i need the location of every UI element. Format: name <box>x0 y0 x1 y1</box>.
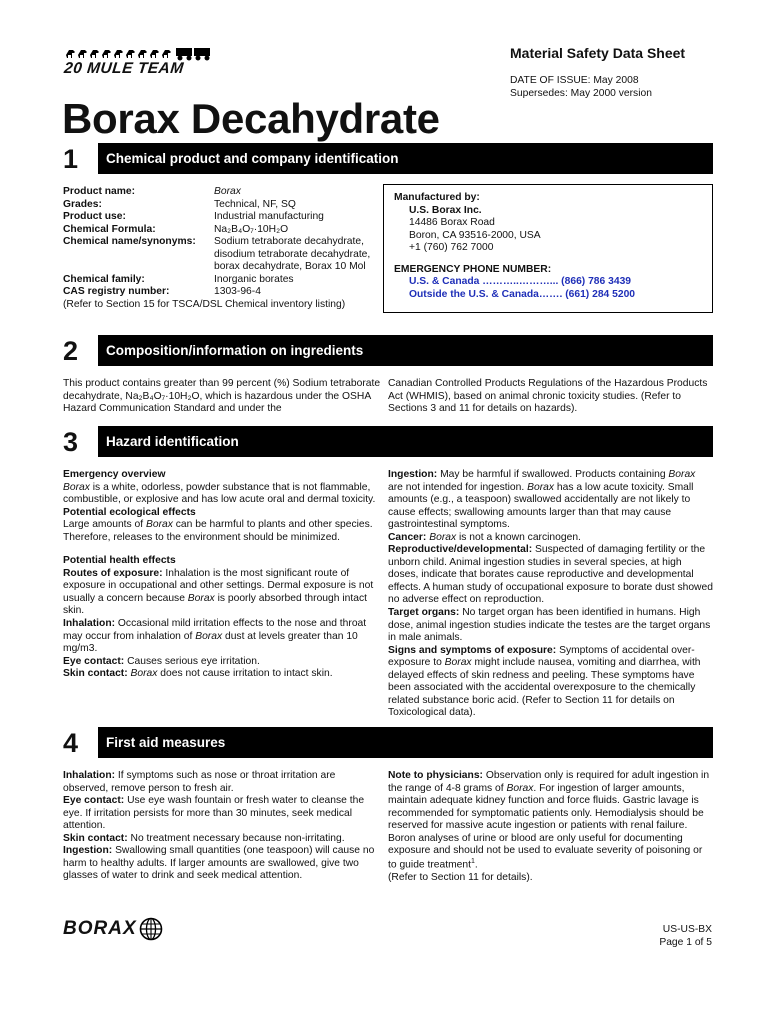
label: Routes of exposure: <box>63 567 163 579</box>
text: Causes serious eye irritation. <box>124 655 260 667</box>
text: Borax <box>146 519 173 531</box>
hazard-right-column <box>388 469 713 720</box>
inventory-note: (Refer to Section 15 for TSCA/DSL Chemical inventory listing) <box>63 298 346 310</box>
section-number: 3 <box>63 427 79 457</box>
label: Ingestion: <box>63 845 113 857</box>
text: Large amounts of <box>63 519 146 531</box>
page-title: Borax Decahydrate <box>62 95 440 142</box>
table-row <box>63 199 378 212</box>
text: does not cause irritation to intact skin. <box>157 668 333 680</box>
label: Note to physicians: <box>388 770 483 781</box>
borax-wordmark: BORAX <box>63 918 137 940</box>
text: Borax <box>130 668 158 680</box>
label: Ingestion: <box>388 469 438 480</box>
text: Borax <box>668 469 696 480</box>
text: Swallowing small quantities (one teaspoon) will cause no harm to healthy adults. If larger amounts are swallowed, give two glasses of water to drink and seek medical attention. <box>63 845 375 882</box>
row-value: Inorganic borates <box>214 273 294 285</box>
table-row <box>63 186 378 199</box>
text: Use eye wash fountain or fresh water to cleanse the eye. If irritation persists for more than 30 minutes, seek medical attention. <box>63 795 365 832</box>
phone-number: +1 (760) 762 7000 <box>409 242 494 254</box>
row-value: Industrial manufacturing <box>214 211 324 223</box>
issue-date: DATE OF ISSUE: May 2008 <box>510 75 639 86</box>
label: Signs and symptoms of exposure: <box>388 644 557 656</box>
first-aid-left-column <box>63 770 383 883</box>
row-key: CAS registry number: <box>63 286 170 298</box>
section-header: First aid measures <box>98 727 713 758</box>
address-line: 14486 Borax Road <box>409 217 495 229</box>
text: . For ingestion of larger amounts, maintain adequate kidney function and force fluids. Gastric lavage is recommended for symptomatic patients only. Hemodialysis should be reserved for massive acute ingestion or patients with renal failure. Boron analyses of urine or blood are only useful for documenting exposure and should not be used to evaluate severity of poisoning or to guide treatment <box>388 782 704 871</box>
text: can be harmful to plants and other species. Therefore, releases to the environment should be minimized. <box>63 519 373 543</box>
label: Inhalation: <box>63 618 116 630</box>
text: Suspected of damaging fertility or the unborn child. Animal ingestion studies in several species, at high doses, indicate that borates cause reproductive and developmental effects. A human study of occupational exposure to borate dust showed no adverse effect on reproduction. <box>388 544 713 606</box>
text: is not a known carcinogen. <box>456 531 581 543</box>
text: No target organ has been identified in humans. High dose, animal ingestion studies indicate the testes are the target organs in male animals. <box>388 607 711 644</box>
issue-info <box>510 74 652 100</box>
text: Borax <box>506 782 534 794</box>
emergency-label: EMERGENCY PHONE NUMBER: <box>394 263 552 275</box>
row-value: Technical, NF, SQ <box>214 198 296 210</box>
heading: Potential ecological effects <box>63 506 196 518</box>
section-number: 1 <box>63 144 79 174</box>
text: might include nausea, vomiting and diarrhea, with delayed effects of skin redness and peeling. These symptoms have been associated with the accidental overexposure to the chemically related substance boric acid. (Refer to Section 11 for details on Toxicological data). <box>388 657 701 719</box>
page-number: Page 1 of 5 <box>659 937 712 948</box>
globe-icon <box>139 917 163 941</box>
text: Inhalation is the most significant route of exposure in occupational and other settings. Dermal exposure is not usually a concern because <box>63 567 374 604</box>
text: Borax <box>527 481 555 493</box>
row-key: Chemical name/synonyms: <box>63 236 196 248</box>
text: is a white, odorless, powder substance that is not flammable, combustible, or explosive and has low acute oral and dermal toxicity. <box>63 481 376 506</box>
section-number: 2 <box>63 336 79 366</box>
label: Skin contact: <box>63 668 128 680</box>
first-aid-right-column <box>388 770 713 884</box>
row-key: Chemical family: <box>63 273 145 285</box>
composition-left: This product contains greater than 99 percent (%) Sodium tetraborate decahydrate, Na₂B₄O₇·10H₂O, which is hazardous under the OSHA Hazard Communication Standard and under the <box>63 378 381 415</box>
identification-table <box>63 186 378 311</box>
section-number: 4 <box>63 728 79 758</box>
text: has a low acute toxicity. Small amounts (e.g., a teaspoon) swallowed accidentally are not likely to cause effects; swallowing amounts larger than that may cause gastrointestinal symptoms. <box>388 481 694 531</box>
label: Inhalation: <box>63 770 116 781</box>
refer-note: (Refer to Section 11 for details). <box>388 871 533 883</box>
label: Eye contact: <box>63 795 125 807</box>
table-row <box>63 236 378 274</box>
text: Borax <box>187 592 215 604</box>
table-row <box>63 224 378 237</box>
mule-team-wordmark: 20 MULE TEAM <box>63 60 185 77</box>
address-line: Boron, CA 93516-2000, USA <box>409 229 541 241</box>
row-key: Product use: <box>63 211 126 223</box>
table-row <box>63 274 378 287</box>
text: . <box>474 859 478 871</box>
label: Target organs: <box>388 607 460 619</box>
heading: Potential health effects <box>63 555 176 567</box>
manufacturer-name: U.S. Borax Inc. <box>409 204 482 216</box>
footnote-marker: 1 <box>471 857 475 865</box>
document-code: US-US-BX <box>662 924 712 935</box>
row-key: Product name: <box>63 186 136 197</box>
document-type: Material Safety Data Sheet <box>510 45 686 61</box>
text: Borax <box>429 531 457 543</box>
manufacturer-box <box>383 184 713 313</box>
text: May be harmful if swallowed. Products containing <box>437 469 669 480</box>
label: Skin contact: <box>63 832 128 844</box>
mule-team-wagon-icon <box>64 45 214 61</box>
row-value: Na₂B₄O₇·10H₂O <box>214 223 289 235</box>
emergency-phone-us[interactable]: U.S. & Canada ………..………... (866) 786 3439 <box>409 276 632 288</box>
row-key: Chemical Formula: <box>63 223 156 235</box>
mule-team-logo <box>64 45 234 77</box>
page-identifier <box>600 923 712 949</box>
manufacturer-label: Manufactured by: <box>394 192 480 203</box>
text: If symptoms such as nose or throat irritation are observed, remove person to fresh air. <box>63 770 336 794</box>
section-header: Hazard identification <box>98 426 713 457</box>
row-value: Sodium tetraborate decahydrate, disodium tetraborate decahydrate, borax decahydrate, Borax 10 Mol <box>214 236 371 273</box>
supersedes: Supersedes: May 2000 version <box>510 88 652 99</box>
emergency-phone-intl[interactable]: Outside the U.S. & Canada……. (661) 284 5200 <box>409 288 636 300</box>
section-header: Chemical product and company identification <box>98 143 713 174</box>
heading: Emergency overview <box>63 469 166 480</box>
label: Cancer: <box>388 531 427 543</box>
text: Symptoms of accidental over-exposure to <box>388 644 695 669</box>
table-row <box>63 286 378 299</box>
section-header: Composition/information on ingredients <box>98 335 713 366</box>
text: Occasional mild irritation effects to the nose and throat may occur from inhalation of <box>63 618 367 642</box>
composition-right: Canadian Controlled Products Regulations of the Hazardous Products Act (WHMIS), based on animal chronic toxicity studies. (Refer to Sections 3 and 11 for details on hazards). <box>388 378 708 415</box>
label: Reproductive/developmental: <box>388 544 533 556</box>
text: Observation only is required for adult ingestion in the range of 4-8 grams of <box>388 770 710 794</box>
label: Eye contact: <box>63 655 125 667</box>
text: No treatment necessary because non-irritating. <box>127 832 345 844</box>
row-value: 1303-96-4 <box>214 286 261 298</box>
text: dust at levels greater than 10 mg/m3. <box>63 630 358 655</box>
text: Borax <box>444 657 472 669</box>
borax-logo <box>63 914 163 944</box>
row-value: Borax <box>214 186 241 197</box>
text: is poorly absorbed through intact skin. <box>63 592 367 617</box>
table-row <box>63 211 378 224</box>
text: Borax <box>195 630 223 642</box>
hazard-left-column <box>63 469 383 681</box>
row-key: Grades: <box>63 198 102 210</box>
text: Borax <box>63 481 90 493</box>
text: are not intended for ingestion. <box>388 481 528 493</box>
